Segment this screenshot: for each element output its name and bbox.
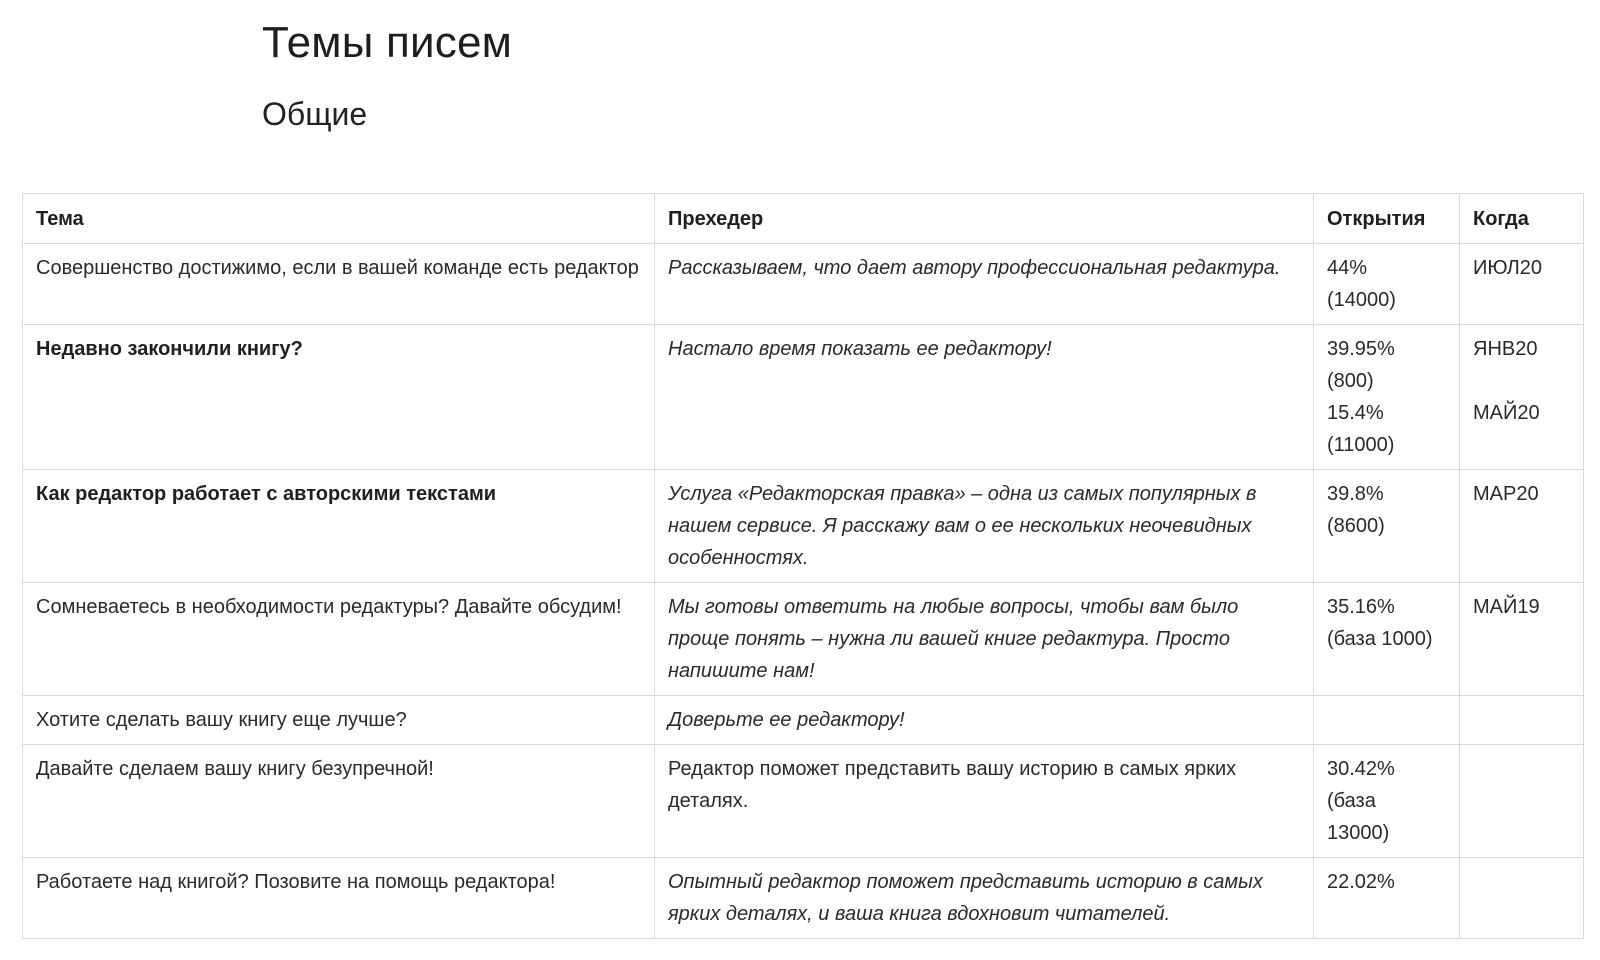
- section-heading: Общие: [262, 96, 368, 132]
- preheader-cell: Доверьте ее редактору!: [655, 696, 1314, 745]
- when-cell: [1460, 244, 1584, 325]
- preheader-cell: Мы готовы ответить на любые вопросы, чтобы вам было проще понять – нужна ли вашей книге редактура. Просто напишите нам!: [655, 583, 1314, 696]
- table-row: [23, 583, 1584, 696]
- opens-value: 44%: [1327, 257, 1368, 279]
- when-cell: [1460, 470, 1584, 583]
- topic-cell: Сомневаетесь в необходимости редактуры? Давайте обсудим!: [23, 583, 655, 696]
- when-value: ЯНВ20: [1473, 338, 1538, 360]
- topic-cell: Работаете над книгой? Позовите на помощь редактора!: [23, 858, 655, 939]
- opens-cell: [1314, 745, 1460, 858]
- when-value: МАР20: [1473, 483, 1539, 505]
- table-row: [23, 325, 1584, 470]
- opens-cell: [1314, 696, 1460, 745]
- when-cell: [1460, 858, 1584, 939]
- topic-cell: Недавно закончили книгу?: [23, 325, 655, 470]
- opens-base: (база: [1327, 790, 1376, 812]
- opens-cell: [1314, 858, 1460, 939]
- opens-cell: [1314, 244, 1460, 325]
- opens-base: 13000): [1327, 822, 1390, 844]
- opens-base: (14000): [1327, 289, 1396, 311]
- opens-base: (11000): [1327, 434, 1395, 456]
- opens-base: (800): [1327, 370, 1374, 392]
- preheader-cell: Услуга «Редакторская правка» – одна из самых популярных в нашем сервисе. Я расскажу вам о ее нескольких неочевидных особенностях.: [655, 470, 1314, 583]
- opens-cell: [1314, 325, 1460, 470]
- when-value: МАЙ20: [1473, 402, 1540, 424]
- table-row: [23, 696, 1584, 745]
- opens-value: 15.4%: [1327, 402, 1384, 424]
- table-row: [23, 745, 1584, 858]
- email-topics-table: [22, 193, 1584, 939]
- table-row: [23, 470, 1584, 583]
- opens-base: (база 1000): [1327, 628, 1433, 650]
- preheader-cell: Опытный редактор поможет представить историю в самых ярких деталях, и ваша книга вдохновит читателей.: [655, 858, 1314, 939]
- opens-base: (8600): [1327, 515, 1385, 537]
- topic-cell: Давайте сделаем вашу книгу безупречной!: [23, 745, 655, 858]
- when-spacer: [1473, 365, 1570, 397]
- when-cell: [1460, 745, 1584, 858]
- preheader-cell: Редактор поможет представить вашу историю в самых ярких деталях.: [655, 745, 1314, 858]
- preheader-cell: Настало время показать ее редактору!: [655, 325, 1314, 470]
- table-header-row: [23, 194, 1584, 244]
- when-value: МАЙ19: [1473, 596, 1540, 618]
- when-cell: [1460, 696, 1584, 745]
- opens-cell: [1314, 470, 1460, 583]
- header-when: Когда: [1460, 194, 1584, 244]
- header-preheader: Прехедер: [655, 194, 1314, 244]
- topic-cell: Хотите сделать вашу книгу еще лучше?: [23, 696, 655, 745]
- preheader-cell: Рассказываем, что дает автору профессиональная редактура.: [655, 244, 1314, 325]
- table-row: [23, 244, 1584, 325]
- topic-cell: Как редактор работает с авторскими текстами: [23, 470, 655, 583]
- header-topic: Тема: [23, 194, 655, 244]
- opens-cell: [1314, 583, 1460, 696]
- opens-value: 30.42%: [1327, 758, 1395, 780]
- when-value: ИЮЛ20: [1473, 257, 1543, 279]
- header-opens: Открытия: [1314, 194, 1460, 244]
- page-title: Темы писем: [262, 18, 513, 67]
- when-cell: [1460, 583, 1584, 696]
- when-cell: [1460, 325, 1584, 470]
- opens-value: 39.8%: [1327, 483, 1384, 505]
- opens-value: 22.02%: [1327, 871, 1395, 893]
- topic-cell: Совершенство достижимо, если в вашей команде есть редактор: [23, 244, 655, 325]
- table-row: [23, 858, 1584, 939]
- opens-value: 39.95%: [1327, 338, 1395, 360]
- opens-value: 35.16%: [1327, 596, 1395, 618]
